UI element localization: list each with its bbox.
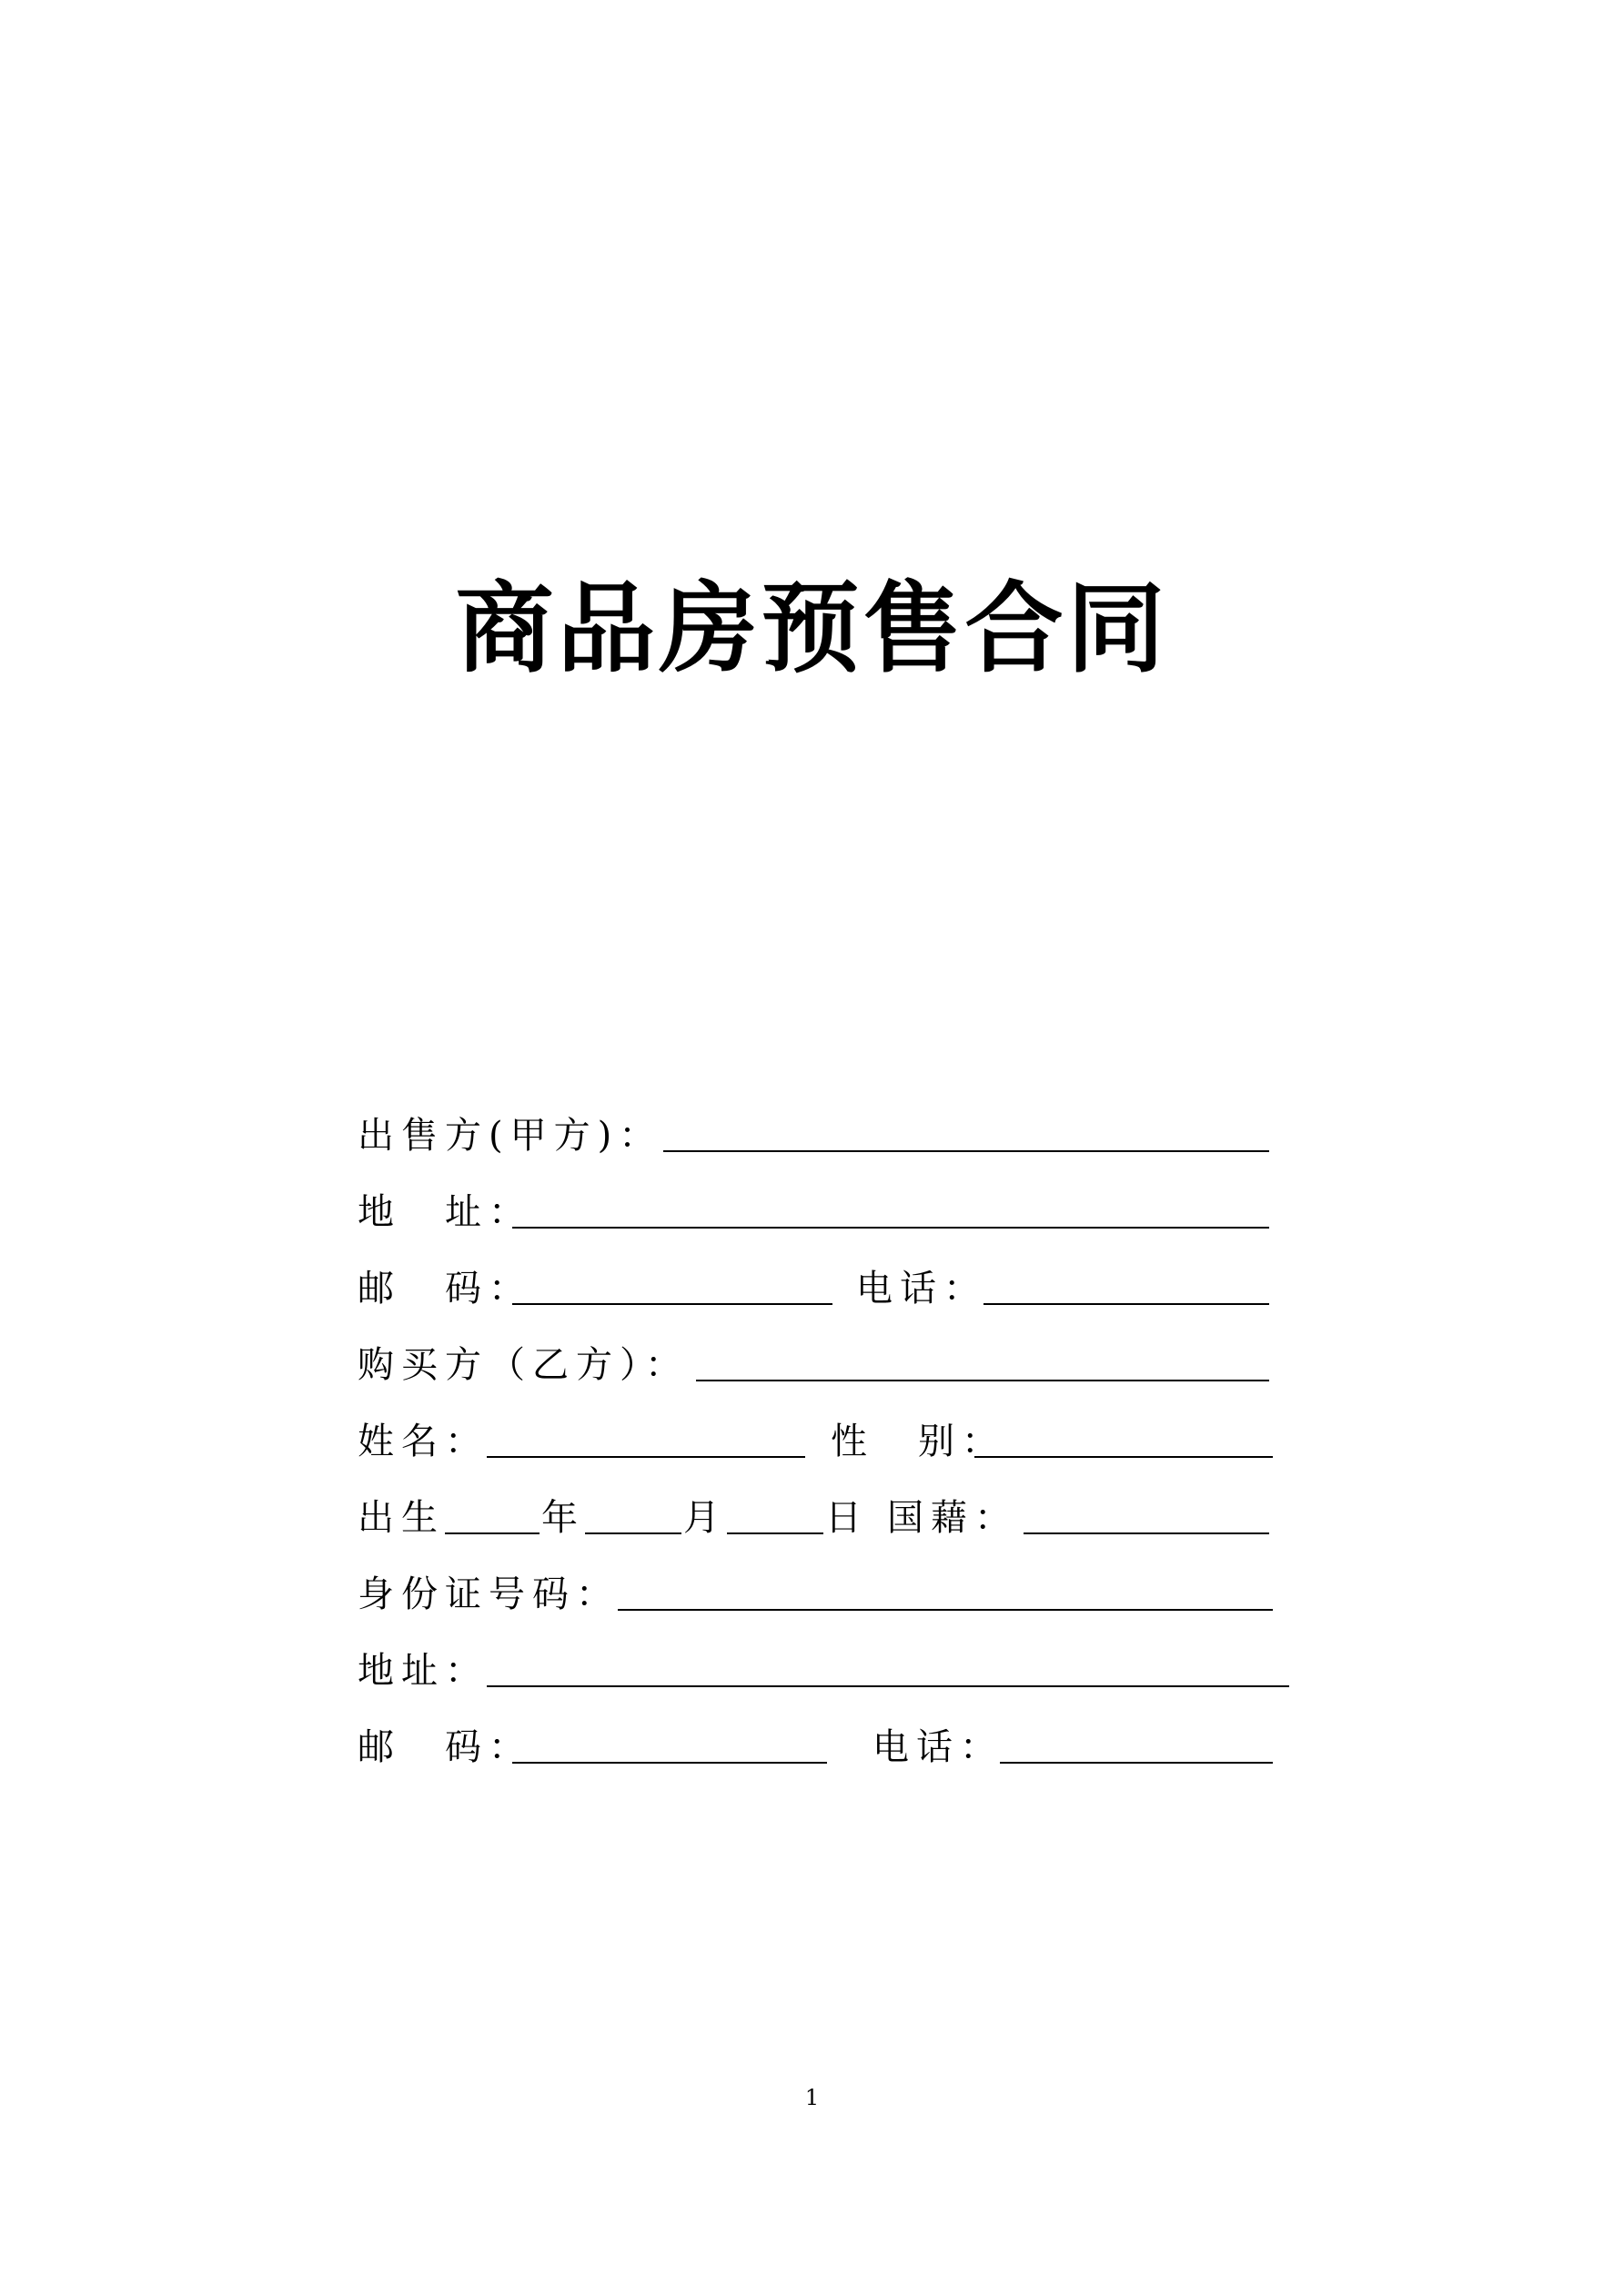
- buyer-postcode-field[interactable]: [512, 1762, 827, 1764]
- birth-year-label: 年: [541, 1497, 585, 1539]
- buyer-label: 购买方（乙方）：: [358, 1344, 689, 1386]
- buyer-address-row: [358, 1644, 1304, 1698]
- buyer-address-label: 地址：: [358, 1650, 489, 1692]
- seller-contact-row: [358, 1261, 1295, 1316]
- seller-postcode-field[interactable]: [512, 1303, 832, 1305]
- page-number: 1: [804, 2085, 820, 2110]
- buyer-phone-field[interactable]: [1000, 1762, 1273, 1764]
- document-title: 商品房预售合同: [455, 572, 1169, 686]
- birth-label: 出生: [358, 1497, 445, 1539]
- seller-row: [358, 1108, 1295, 1163]
- seller-label: 出售方(甲方)：: [358, 1115, 663, 1157]
- id-number-row: [358, 1567, 1295, 1622]
- buyer-phone-label: 电话：: [873, 1726, 1004, 1768]
- buyer-gender-label: 性 别：: [831, 1421, 1005, 1462]
- buyer-row: [358, 1338, 1295, 1392]
- buyer-contact-row: [358, 1720, 1295, 1775]
- id-number-field[interactable]: [618, 1609, 1273, 1611]
- birth-day-field[interactable]: [727, 1532, 823, 1534]
- buyer-person-name-field[interactable]: [487, 1456, 805, 1458]
- seller-address-label: 地 址：: [358, 1191, 532, 1233]
- birth-month-label: 月: [683, 1497, 727, 1539]
- buyer-postcode-label: 邮 码：: [358, 1726, 532, 1768]
- nationality-label: 国藉：: [887, 1497, 1018, 1539]
- nationality-field[interactable]: [1024, 1532, 1269, 1534]
- seller-postcode-label: 邮 码：: [358, 1268, 532, 1310]
- seller-phone-label: 电话：: [856, 1268, 987, 1310]
- birth-day-label: 日: [825, 1497, 869, 1539]
- buyer-gender-field[interactable]: [974, 1456, 1273, 1458]
- seller-phone-field[interactable]: [983, 1303, 1269, 1305]
- seller-name-field[interactable]: [663, 1150, 1269, 1152]
- buyer-name-label: 姓名：: [358, 1421, 489, 1462]
- buyer-address-field[interactable]: [487, 1685, 1289, 1687]
- seller-address-row: [358, 1185, 1295, 1239]
- seller-address-field[interactable]: [512, 1227, 1269, 1229]
- birth-month-field[interactable]: [585, 1532, 681, 1534]
- birth-year-field[interactable]: [445, 1532, 540, 1534]
- birth-row: [358, 1491, 1295, 1545]
- id-number-label: 身份证号码：: [358, 1573, 620, 1615]
- buyer-name-field[interactable]: [696, 1380, 1269, 1381]
- buyer-info-row: [358, 1414, 1295, 1469]
